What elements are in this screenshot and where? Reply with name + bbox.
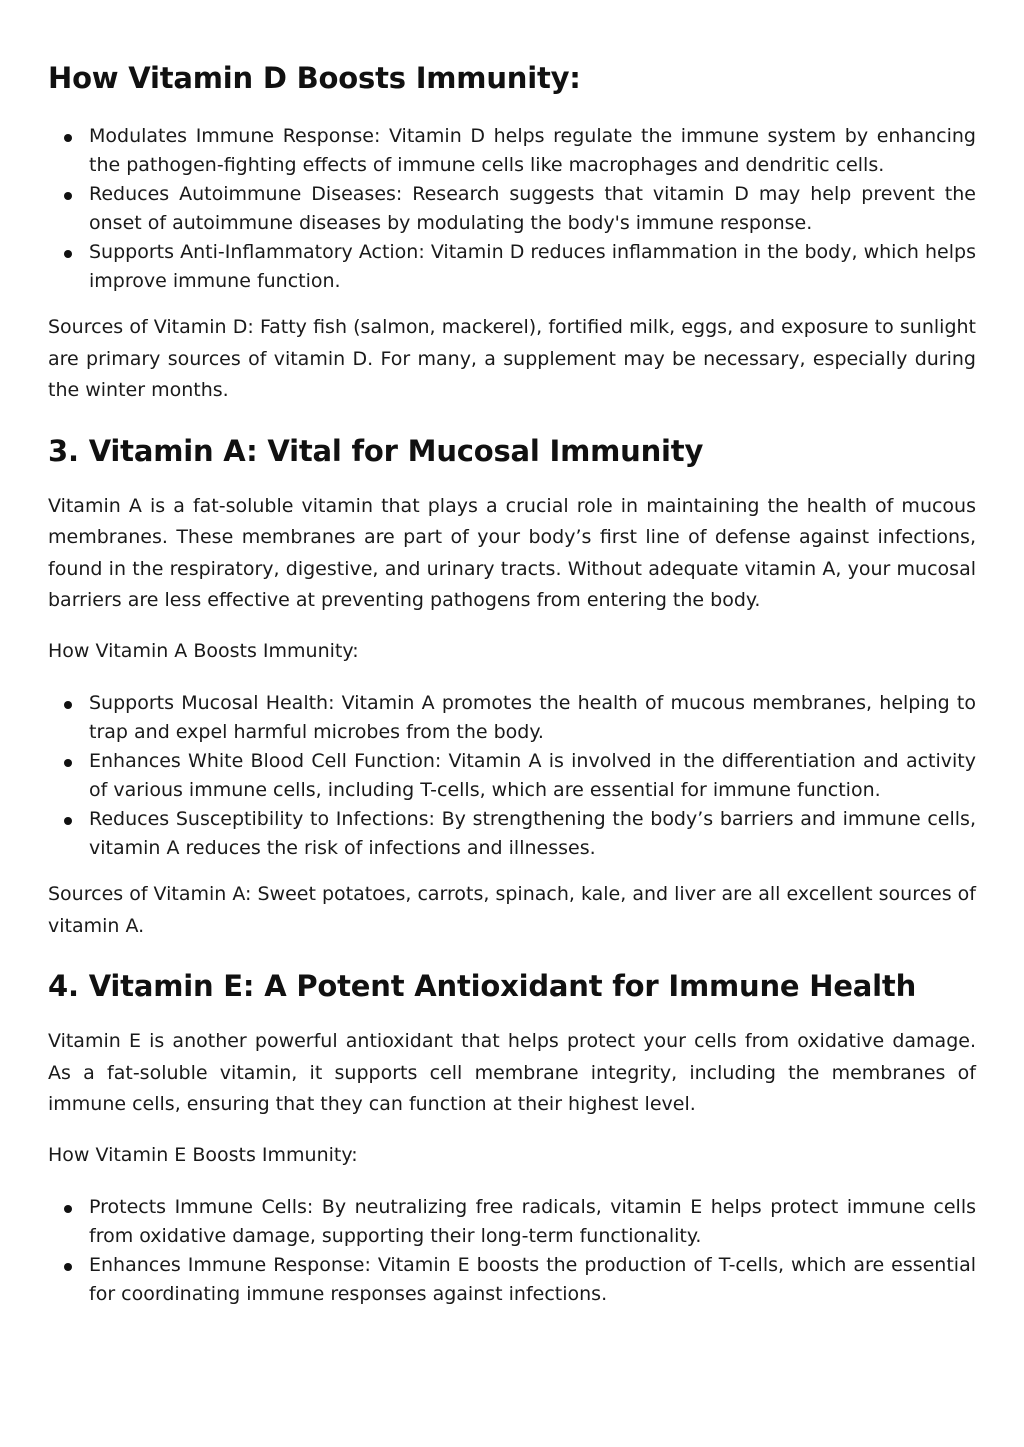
vitamin-d-benefits-list [48,122,976,296]
list-item: Supports Anti-Inflammatory Action: Vitamin D reduces inflammation in the body, which helps improve immune function. [48,238,976,296]
list-item: Supports Mucosal Health: Vitamin A promotes the health of mucous membranes, helping to trap and expel harmful microbes from the body. [48,689,976,747]
list-item: Protects Immune Cells: By neutralizing free radicals, vitamin E helps protect immune cells from oxidative damage, supporting their long-term functionality. [48,1193,976,1251]
vitamin-e-intro-paragraph: Vitamin E is another powerful antioxidant that helps protect your cells from oxidative damage. As a fat-soluble vitamin, it supports cell membrane integrity, including the membranes of immune cells, ensuring that they can function at their highest level. [48,1030,976,1115]
vitamin-a-heading: 3. Vitamin A: Vital for Mucosal Immunity [48,433,704,468]
list-item: Reduces Autoimmune Diseases: Research suggests that vitamin D may help prevent the onset of autoimmune diseases by modulating the body's immune response. [48,180,976,238]
list-item: Reduces Susceptibility to Infections: By strengthening the body’s barriers and immune cells, vitamin A reduces the risk of infections and illnesses. [48,805,976,863]
vitamin-a-benefits-list [48,689,976,863]
vitamin-a-how-label: How Vitamin A Boosts Immunity: [48,639,359,662]
vitamin-a-intro-paragraph: Vitamin A is a fat-soluble vitamin that plays a crucial role in maintaining the health of mucous membranes. These membranes are part of your body’s first line of defense against infections, found in the respiratory, digestive, and urinary tracts. Without adequate vitamin A, your mucosal barriers are less effective at preventing pathogens from entering the body. [48,494,976,611]
vitamin-d-sources-paragraph: Sources of Vitamin D: Fatty fish (salmon, mackerel), fortified milk, eggs, and exposure to sunlight are primary sources of vitamin D. For many, a supplement may be necessary, especially during the winter months. [48,316,976,401]
vitamin-d-how-heading: How Vitamin D Boosts Immunity: [48,61,581,95]
vitamin-e-how-label: How Vitamin E Boosts Immunity: [48,1143,358,1166]
document-page [48,58,976,1309]
vitamin-e-benefits-list [48,1193,976,1309]
vitamin-a-sources-paragraph: Sources of Vitamin A: Sweet potatoes, carrots, spinach, kale, and liver are all excellent sources of vitamin A. [48,883,976,937]
list-item: Enhances Immune Response: Vitamin E boosts the production of T-cells, which are essential for coordinating immune responses against infections. [48,1251,976,1309]
list-item: Enhances White Blood Cell Function: Vitamin A is involved in the differentiation and activity of various immune cells, including T-cells, which are essential for immune function. [48,747,976,805]
list-item: Modulates Immune Response: Vitamin D helps regulate the immune system by enhancing the pathogen-fighting effects of immune cells like macrophages and dendritic cells. [48,122,976,180]
vitamin-e-heading: 4. Vitamin E: A Potent Antioxidant for Immune Health [48,969,917,1003]
